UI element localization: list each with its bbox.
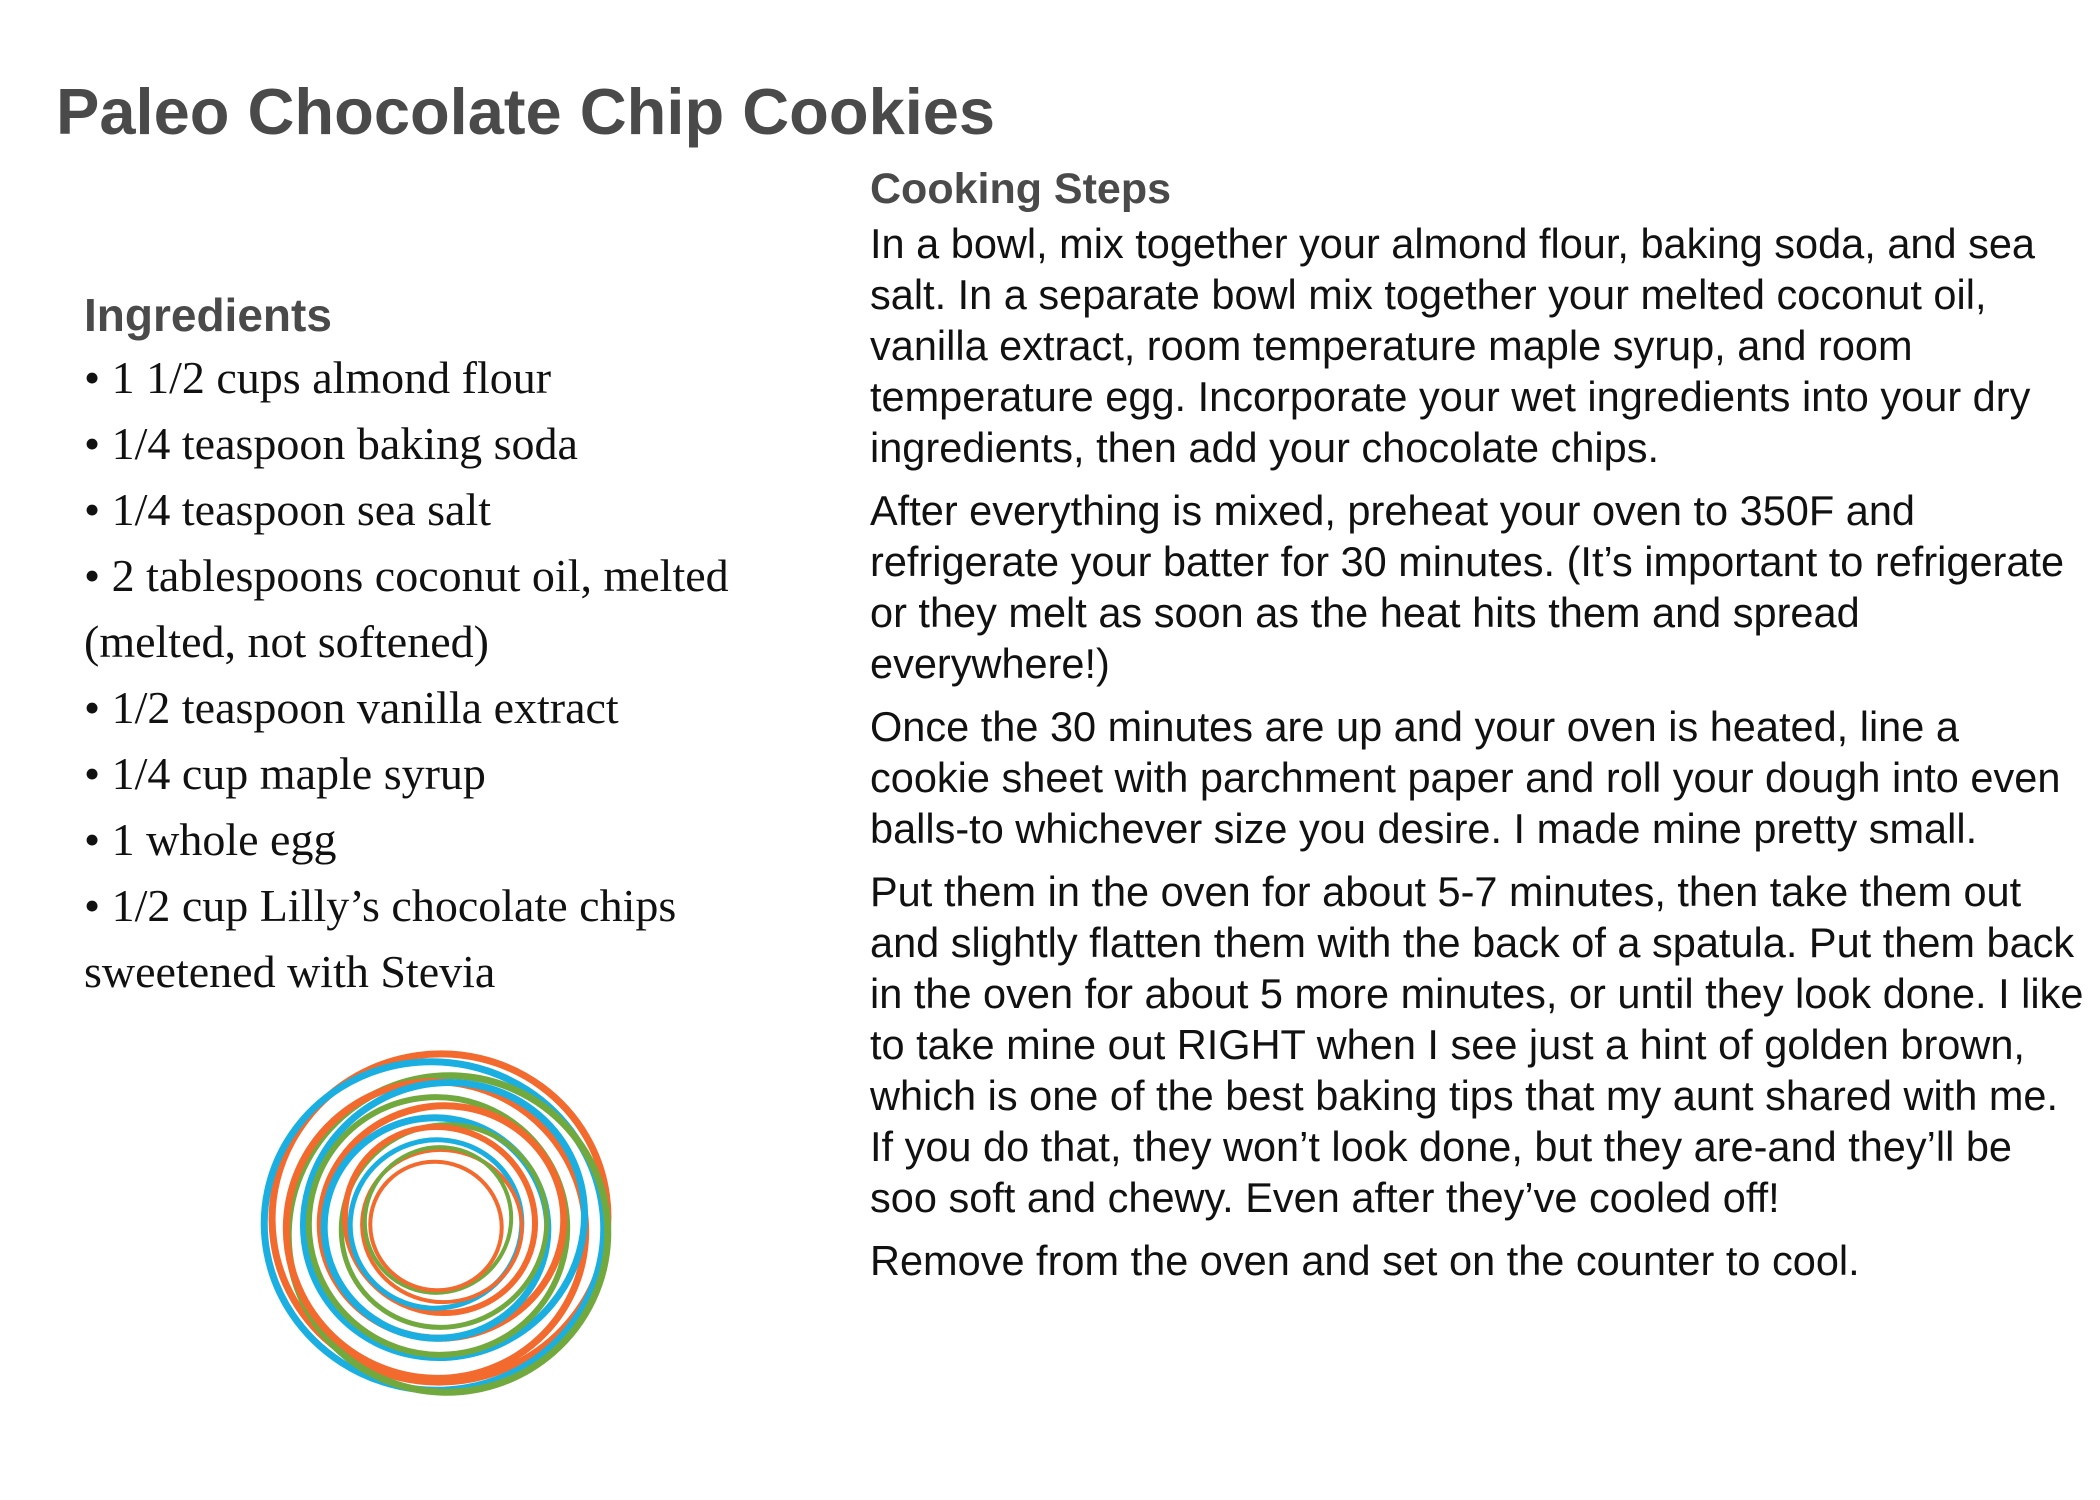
step-paragraph: Put them in the oven for about 5-7 minutes, then take them out and slightly flatten them with the back of a spatula. Put them back in the oven for about 5 more minutes, or until they look done. I like to take mine out RIGHT when I see just a hint of golden brown, which is one of the best baking tips that my aunt shared with me. If you do that, they won’t look done, but they are-and they’ll be soo soft and chewy. Even after they’ve cooled off! bbox=[870, 868, 2084, 1221]
ingredient-item: • 1/2 cup Lilly’s chocolate chips sweetened with Stevia bbox=[84, 880, 677, 997]
cooking-steps-section bbox=[870, 160, 2085, 1298]
ingredients-heading: Ingredients bbox=[84, 289, 332, 341]
cooking-steps-body bbox=[870, 218, 2085, 1286]
ingredient-item: • 1 whole egg bbox=[84, 814, 337, 865]
ingredients-section bbox=[84, 285, 824, 1005]
ingredient-item: • 1/4 teaspoon baking soda bbox=[84, 418, 578, 469]
ingredient-item: • 1/4 teaspoon sea salt bbox=[84, 484, 492, 535]
cooking-steps-heading: Cooking Steps bbox=[870, 165, 1172, 213]
ingredient-item: • 1/4 cup maple syrup bbox=[84, 748, 486, 799]
step-paragraph: After everything is mixed, preheat your oven to 350F and refrigerate your batter for 30 minutes. (It’s important to refrigerate or they melt as soon as the heat hits them and spread everywhere!) bbox=[870, 487, 2065, 687]
page-title: Paleo Chocolate Chip Cookies bbox=[56, 75, 996, 148]
step-paragraph: Remove from the oven and set on the counter to cool. bbox=[870, 1237, 1860, 1284]
ingredient-item: • 1/2 teaspoon vanilla extract bbox=[84, 682, 619, 733]
ingredients-list bbox=[84, 345, 824, 1005]
ingredient-item: • 2 tablespoons coconut oil, melted (melted, not softened) bbox=[84, 550, 729, 667]
step-paragraph: Once the 30 minutes are up and your oven is heated, line a cookie sheet with parchment paper and roll your dough into even balls-to whichever size you desire. I made mine pretty small. bbox=[870, 703, 2061, 852]
ingredient-item: • 1 1/2 cups almond flour bbox=[84, 352, 552, 403]
concentric-rings-logo-icon bbox=[258, 1050, 618, 1400]
step-paragraph: In a bowl, mix together your almond flour, baking soda, and sea salt. In a separate bowl mix together your melted coconut oil, vanilla extract, room temperature maple syrup, and room temperature egg. Incorporate your wet ingredients into your dry ingredients, then add your chocolate chips. bbox=[870, 220, 2035, 471]
